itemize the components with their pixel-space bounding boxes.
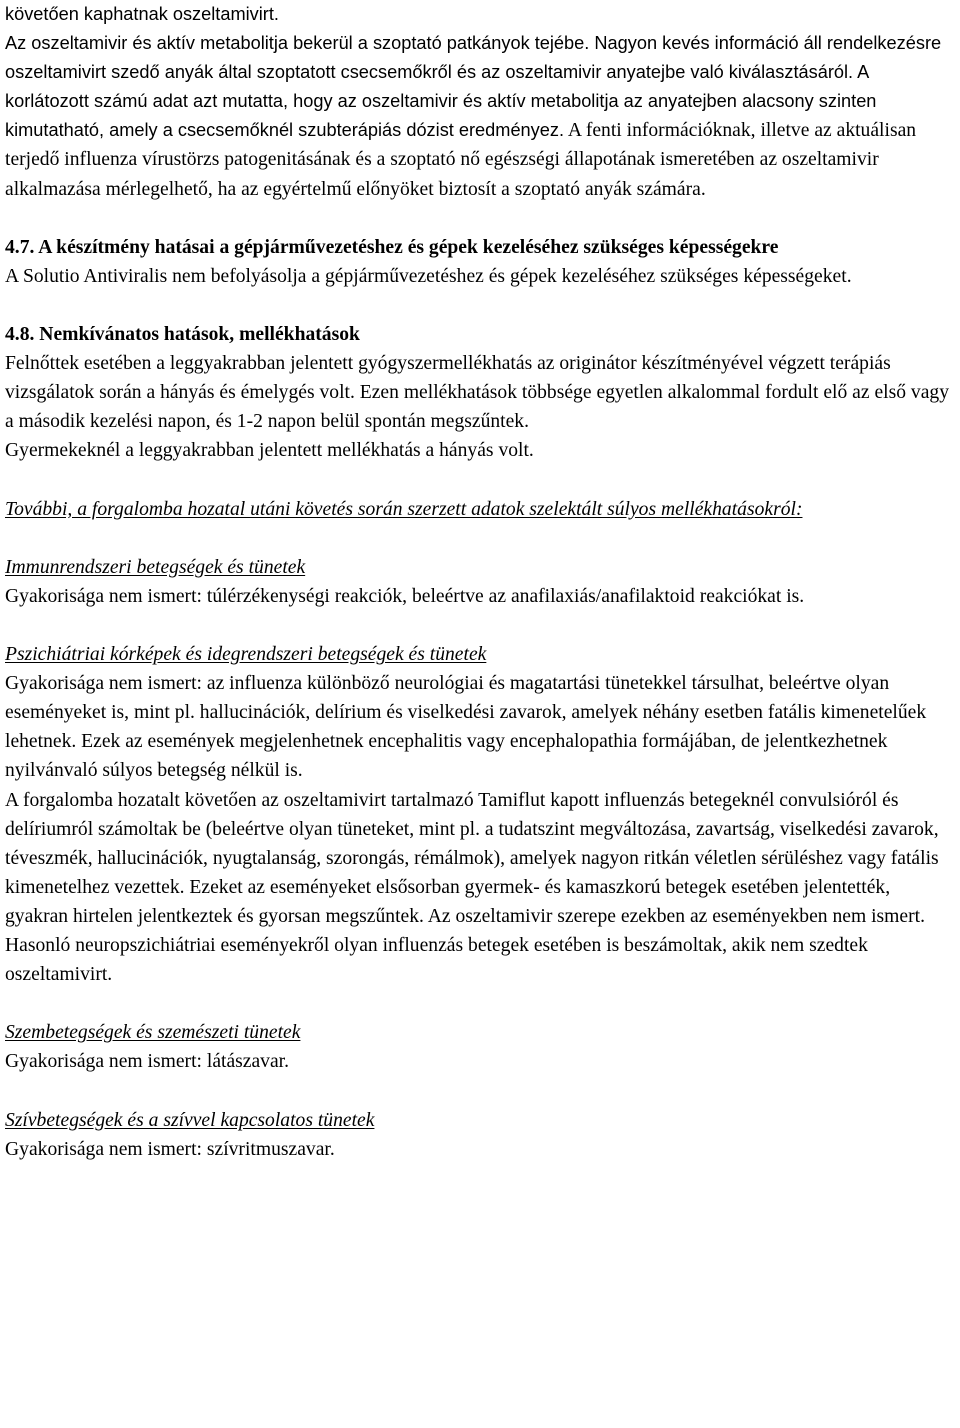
psych-body-2: A forgalomba hozatalt követően az oszeltamivirt tartalmazó Tamiflut kapott influenzás betegeknél convulsióról és delíriumról számoltak be (beleértve olyan tüneteket, mint pl. a tudatszint megváltozása, zavartság, viselkedési zavarok, téveszmék, hallucinációk, nyugtalanság, szorongás, rémálmok), amelyek nagyon ritkán véletlen sérüléshez vagy fatális kimenetelhez vezettek. Ezeket az eseményeket elsősorban gyermek- és kamaszkorú betegek esetében jelentették, gyakran hirtelen jelentkeztek és gyorsan megszűntek. Az oszeltamivir szerepe ezekben az eseményekben nem ismert. Hasonló neuropszichiátriai eseményekről olyan influenzás betegek esetében is beszámoltak, akik nem szedtek oszeltamivirt. xyxy=(5,789,939,986)
breastfeeding-paragraph xyxy=(5,29,955,204)
immune-body: Gyakorisága nem ismert: túlérzékenységi reakciók, beleértve az anafilaxiás/anafilaktoid reakciókat is. xyxy=(5,585,805,607)
postmarketing-heading: További, a forgalomba hozatal utáni követés során szerzett adatok szelektált súlyos mellékhatásokról: xyxy=(5,498,803,520)
eye-heading: Szembetegségek és szemészeti tünetek xyxy=(5,1022,301,1044)
section-4-7-body: A Solutio Antiviralis nem befolyásolja a gépjárművezetéshez és gépek kezeléséhez szükséges képességeket. xyxy=(5,265,852,287)
section-4-8-paragraph: Felnőttek esetében a leggyakrabban jelentett gyógyszermellékhatás az originátor készítményével végzett terápiás vizsgálatok során a hányás és émelygés volt. Ezen mellékhatások többsége egyetlen alkalommal fordult elő az első vagy a második kezelési napon, és 1-2 napon belül spontán megszűntek. xyxy=(5,353,950,433)
eye-body: Gyakorisága nem ismert: látászavar. xyxy=(5,1051,290,1073)
section-title: Nemkívánatos hatások, mellékhatások xyxy=(34,324,360,346)
section-number: 4.8. xyxy=(5,324,35,346)
cardiac-heading: Szívbetegségek és a szívvel kapcsolatos tünetek xyxy=(5,1109,375,1131)
psych-body-1: Gyakorisága nem ismert: az influenza különböző neurológiai és magatartási tünetekkel társulhat, beleértve olyan eseményeket is, mint pl. hallucinációk, delírium és viselkedési zavarok, amelyek néhány esetben fatális kimenetelűek lehetnek. Ezek az események megjelenhetnek encephalitis vagy encephalopathia formájában, de jelentkezhetnek nyilvánvaló súlyos betegség nélkül is. xyxy=(5,673,927,782)
breastfeeding-text-serif: A fenti információknak, illetve az aktuálisan terjedő influenza vírustörzs patogenitásának és a szoptató nő egészségi állapotának ismeretében az oszeltamivir alkalmazása mérlegelhető, ha az egyértelmű előnyöket biztosít a szoptató anyák számára. xyxy=(5,120,917,200)
text-line: követően kaphatnak oszeltamivirt. xyxy=(5,4,279,24)
immune-heading: Immunrendszeri betegségek és tünetek xyxy=(5,556,306,578)
document-page xyxy=(5,0,955,1164)
section-title: A készítmény hatásai a gépjárművezetéshez és gépek kezeléséhez szükséges képességekre xyxy=(34,236,779,258)
cardiac-body: Gyakorisága nem ismert: szívritmuszavar. xyxy=(5,1138,335,1160)
section-4-8-children-paragraph: Gyermekeknél a leggyakrabban jelentett mellékhatás a hányás volt. xyxy=(5,440,534,462)
psych-heading: Pszichiátriai kórképek és idegrendszeri betegségek és tünetek xyxy=(5,644,487,666)
section-number: 4.7. xyxy=(5,236,35,258)
breastfeeding-text-sans: Az oszeltamivir és aktív metabolitja bekerül a szoptató patkányok tejébe. Nagyon kevés információ áll rendelkezésre oszeltamivirt szedő anyák által szoptatott csecsemőkről és az oszeltamivir anyatejbe való kiválasztásáról. A korlátozott számú adat azt mutatta, hogy az oszeltamivir és aktív metabolitja az anyatejben alacsony szinten kimutatható, amely a csecsemőknél szubterápiás dózist eredményez. xyxy=(5,33,942,141)
section-4-8-heading xyxy=(5,320,955,349)
section-4-7-heading xyxy=(5,233,955,262)
